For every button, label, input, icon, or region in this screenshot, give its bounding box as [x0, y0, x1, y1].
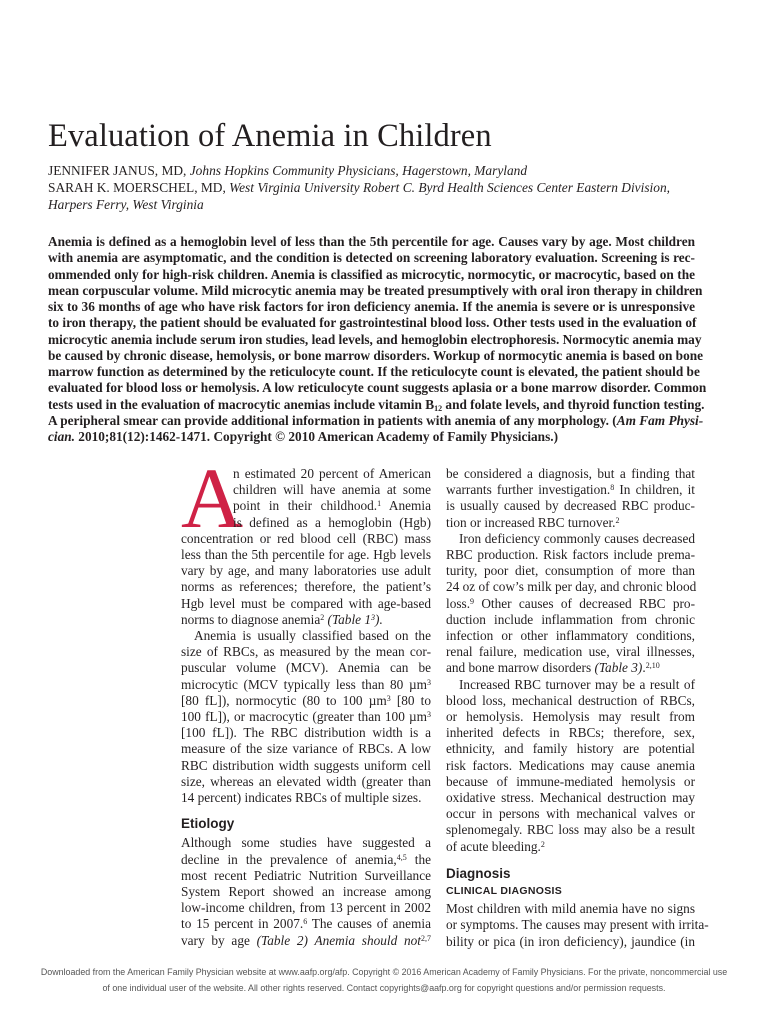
reference-marker: 8 [610, 483, 615, 493]
body-line: inherited defects in RBCs; therefore, sex, [446, 725, 695, 741]
body-line: less than the 5th percentile for age. Hgb levels [181, 547, 431, 563]
reference-marker: 4,5 [396, 852, 407, 862]
body-line: oxidative stress. Mechanical destruction may [446, 790, 695, 806]
footer-line: of one individual user of the website. All other rights reserved. Contact copyrights@aafp.org for copyright questions and/or permission requests. [102, 982, 666, 993]
body-line [446, 596, 695, 612]
reference-marker: 6 [303, 917, 308, 927]
body-line: RBC distribution width suggests uniform cell [181, 757, 431, 773]
body-line: turity, poor diet, consumption of more than [446, 563, 695, 579]
body-line: RBC production. Risk factors include prema- [446, 547, 695, 563]
text: In children, it [614, 482, 696, 498]
abstract-line [48, 396, 705, 413]
text: Other causes of decreased RBC pro- [474, 595, 695, 611]
body-line [446, 515, 695, 531]
author-list [48, 162, 728, 214]
superscript: 3 [386, 693, 391, 703]
body-line: 14 percent) indicates RBCs of multiple sizes. [181, 790, 422, 806]
page-footer [0, 965, 768, 996]
superscript: 3 [427, 677, 431, 687]
body-line [181, 709, 431, 725]
text: Anemia [381, 498, 431, 514]
abstract-line: ommended only for high-risk children. Anemia is classified as microcytic, normocytic, or macrocytic, based on the [48, 266, 695, 282]
superscript: 3 [427, 710, 431, 720]
reference-marker: 3 [371, 612, 376, 622]
author-affiliation: West Virginia University Robert C. Byrd Health Sciences Center Eastern Division, [229, 180, 670, 196]
text: A peripheral smear can provide additional information in patients with anemia of any morphology. ( [48, 412, 617, 428]
text: warrants further investigation. [446, 482, 611, 498]
body-column-left [181, 466, 431, 949]
author-line [48, 196, 728, 213]
body-line: or hemolysis. Hemolysis may result from [446, 709, 695, 725]
body-line [446, 482, 695, 498]
body-line: most recent Pediatric Nutrition Surveillance [181, 867, 431, 883]
body-line: Although some studies have suggested a [181, 835, 431, 851]
body-line: Iron deficiency commonly causes decreased [459, 530, 695, 546]
citation: Am Fam Physi- [616, 412, 704, 428]
body-line [181, 933, 431, 949]
abstract-line: six to 36 months of age who have risk factors for iron deficiency anemia. If the anemia is severe or is unresponsive [48, 299, 695, 314]
body-line [181, 693, 431, 709]
text: and folate levels, and thyroid function testing. [442, 396, 705, 412]
body-column-right [446, 466, 709, 950]
body-line [181, 612, 431, 628]
footer-line: Downloaded from the American Family Physician website at www.aafp.org/afp. Copyright © 2016 American Academy of Family Physicians. For the private, noncommercial use [40, 967, 728, 977]
text: to 15 percent in 2007. [181, 916, 304, 932]
text: [80 fL]), normocytic (80 to 100 µm [181, 692, 387, 708]
reference-marker: 2 [615, 515, 620, 525]
reference-marker: 2,7 [421, 933, 432, 943]
text: . [642, 660, 646, 676]
text: vary by age [181, 932, 250, 948]
body-line: is usually caused by decreased RBC produc- [446, 498, 695, 514]
table-reference: ) Anemia should not [303, 932, 422, 948]
body-line: infection or other inflammatory conditions, [446, 628, 695, 644]
body-line: Increased RBC turnover may be a result of [459, 676, 695, 692]
text: 100 fL]), or macrocytic (greater than 100 µm [181, 709, 427, 725]
body-line: size of RBCs, as measured by the mean cor- [181, 644, 431, 660]
body-line: ethnicity, and family history are potential [446, 741, 695, 757]
text: norms to diagnose anemia [181, 611, 321, 627]
author-line [48, 179, 728, 196]
text: tion or increased RBC turnover. [446, 514, 616, 530]
body-line: System Report showed an increase among [181, 884, 431, 900]
text: [80 to [390, 692, 431, 708]
abstract-line [48, 412, 704, 429]
body-line: be considered a diagnosis, but a finding that [446, 466, 695, 481]
body-line [181, 498, 431, 514]
text: The causes of anemia [307, 916, 432, 932]
abstract [48, 234, 707, 445]
body-line [181, 677, 431, 693]
text: the [406, 851, 431, 867]
body-line: children will have anemia at some [233, 482, 431, 498]
author-affiliation: Harpers Ferry, West Virginia [48, 197, 204, 213]
body-line: n estimated 20 percent of American [233, 466, 431, 481]
body-line: [100 fL]). The RBC distribution width is a [181, 725, 431, 741]
author-name: SARAH K. MOERSCHEL, MD, [48, 180, 230, 196]
drop-cap: A [181, 450, 244, 546]
body-line: occur in persons with mechanical valves or [446, 806, 695, 822]
body-line: is defined as a hemoglobin (Hgb) [233, 514, 431, 530]
subscript: 12 [434, 403, 443, 413]
author-name: JENNIFER JANUS, MD, [48, 163, 190, 178]
text: and bone marrow disorders [446, 660, 595, 676]
table-reference: (Table 2 [256, 932, 304, 948]
reference-marker: 9 [470, 596, 475, 606]
table-reference: (Table 3) [594, 660, 643, 676]
abstract-line: with anemia are asymptomatic, and the condition is detected on screening laboratory evaluation. Screening is rec- [48, 250, 695, 266]
abstract-line: evaluated for blood loss or hemolysis. A low reticulocyte count suggests aplasia or a bone marrow disorder. Common [48, 380, 707, 396]
abstract-line: mean corpuscular volume. Mild microcytic anemia may be treated presumptively with oral iron therapy in children [48, 282, 703, 298]
body-line: splenomegaly. RBC loss may also be a result [446, 822, 695, 838]
body-line: bility or pica (in iron deficiency), jaundice (in [446, 933, 695, 949]
body-line: low-income children, from 13 percent in 2002 [181, 900, 431, 916]
body-line: Anemia is usually classified based on the [194, 628, 431, 644]
body-line: Most children with mild anemia have no signs [446, 901, 695, 917]
subsection-heading-clinical-diagnosis: CLINICAL DIAGNOSIS [446, 885, 563, 898]
text: microcytic (MCV typically less than 80 µm [181, 676, 427, 692]
body-line: or symptoms. The causes may present with irrita- [446, 917, 709, 933]
article-title: Evaluation of Anemia in Children [48, 118, 492, 154]
abstract-line: marrow function as determined by the reticulocyte count. If the reticulocyte count is elevated, the patient should be [48, 364, 700, 379]
reference-marker: 1 [377, 499, 382, 509]
text: ). [375, 611, 383, 627]
reference-marker: 2,10 [645, 661, 660, 671]
body-line: blood loss, mechanical destruction of RBCs, [446, 692, 695, 708]
body-line: risk factors. Medications may cause anemia [446, 757, 695, 773]
author-affiliation: Johns Hopkins Community Physicians, Hagerstown, Maryland [189, 163, 528, 178]
body-line: measure of the size variance of RBCs. A low [181, 741, 431, 757]
abstract-line: Anemia is defined as a hemoglobin level of less than the 5th percentile for age. Causes vary by age. Most children [48, 234, 695, 249]
body-line [446, 660, 695, 676]
body-line: vary by age, and many laboratories use adult [181, 563, 431, 579]
citation: cian. [48, 429, 75, 444]
text: 2010;81(12):1462-1471. Copyright © 2010 American Academy of Family Physicians.) [74, 429, 559, 444]
body-line: 24 oz of cow’s milk per day, and chronic blood [446, 579, 697, 595]
body-line [446, 839, 695, 855]
body-line [181, 916, 431, 932]
reference-marker: 2 [540, 839, 545, 849]
abstract-line: microcytic anemia include serum iron studies, lead levels, and hemoglobin electrophoresis. Normocytic anemia may [48, 331, 702, 347]
author-line [48, 162, 728, 179]
section-heading-etiology: Etiology [181, 816, 235, 832]
body-line [181, 852, 431, 868]
text: (Table 1 [327, 611, 372, 627]
text: decline in the prevalence of anemia, [181, 851, 397, 867]
body-line: because of immune-mediated hemolysis or [446, 773, 695, 789]
abstract-line [48, 429, 695, 445]
text: of acute bleeding. [446, 838, 541, 854]
body-line: Hgb level must be compared with age-based [181, 595, 431, 611]
text: loss. [446, 595, 471, 611]
body-line: puscular volume (MCV). Anemia can be [181, 660, 431, 676]
body-line: concentration or red blood cell (RBC) mass [181, 530, 431, 546]
body-line: size, whereas an elevated width (greater than [181, 773, 431, 789]
text: point in their childhood. [233, 498, 378, 514]
abstract-line: to iron therapy, the patient should be evaluated for gastrointestinal blood loss. Other tests used in the evaluation of [48, 315, 697, 331]
body-line: renal failure, medication use, viral illnesses, [446, 644, 695, 660]
body-line: duction include inflammation from chronic [446, 611, 695, 627]
text: tests used in the evaluation of macrocytic anemias include vitamin B [48, 396, 435, 412]
abstract-line: be caused by chronic disease, hemolysis, or bone marrow disorders. Workup of normocytic anemia is based on bone [48, 347, 704, 363]
body-line: norms as references; therefore, the patient’s [181, 579, 431, 595]
reference-marker: 2 [320, 612, 325, 622]
section-heading-diagnosis: Diagnosis [446, 865, 511, 881]
table-reference [328, 612, 383, 627]
